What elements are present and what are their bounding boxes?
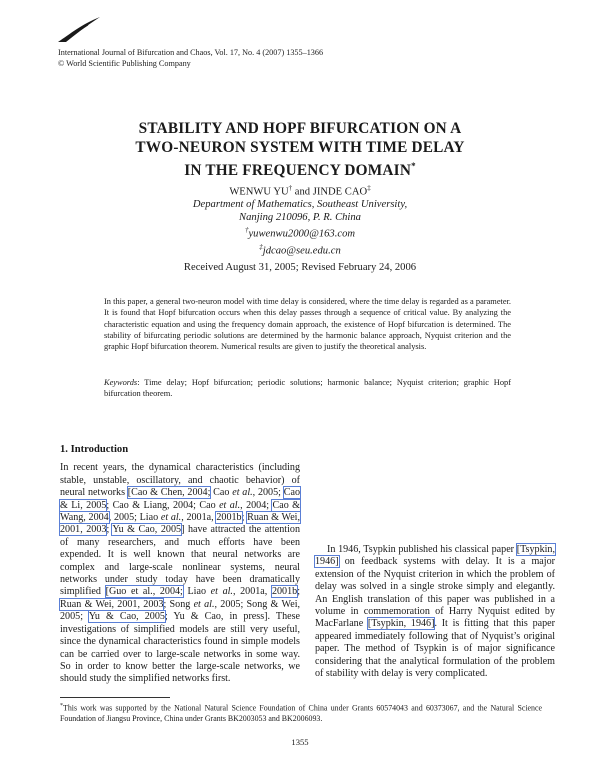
title-line-1: STABILITY AND HOPF BIFURCATION ON A: [138, 120, 462, 137]
author-1: WENWU YU: [229, 186, 289, 198]
author-2: JINDE CAO: [312, 186, 368, 198]
intro-paragraph-1: In recent years, the dynamical characteristics (including stable, unstable, oscillatory, and chaotic behavior) of neural networks [Cao & Chen, 2004; Cao et al., 2005; Cao & Li, 2005; Cao & Liang, 2004; Cao et al., 2004; Cao & Wang, 2004, 2005; Liao et al., 2001a, 2001b; Ruan & Wei, 2001, 2003; Yu & Cao, 2005] have attracted the attention of many researchers, and much efforts have been expended. It is well known that neural networks are complex and large-scale nonlinear systems, neural networks under study today have been dramatically simplified [Guo et al., 2004; Liao et al., 2001a, 2001b; Ruan & Wei, 2001, 2003; Song et al., 2005; Song & Wei, 2005; Yu & Cao, 2005; Yu & Cao, in press]. These investigations of simplified models are still very useful, since the dynamical characteristics found in simple models can be carried over to large-scale networks in some way. So in order to know better the large-scale networks, we should study the simplified networks first.: [60, 462, 301, 685]
journal-header: [58, 47, 323, 69]
footnote-rule: [60, 697, 170, 698]
affiliation-dept: Department of Mathematics, Southeast University,: [192, 199, 408, 211]
citation-link[interactable]: [Cao & Chen, 2004;: [127, 487, 211, 499]
citation-link[interactable]: Yu & Cao, 2005: [112, 524, 182, 536]
copyright-notice: © World Scientific Publishing Company: [58, 59, 191, 68]
citation-link[interactable]: Yu & Cao, 2005: [88, 611, 165, 623]
column-right: [315, 446, 555, 680]
section-heading: 1. Introduction: [60, 444, 129, 455]
citation-link[interactable]: [Tsypkin, 1946]: [315, 544, 555, 568]
footnote-text: This work was supported by the National Natural Science Foundation of China under Grants 60574043 and 60373067, and the Natural Science Foundation of Jiangsu Province, China under Grants BK2003053 and BK2006093.: [60, 703, 542, 723]
page-number: 1355: [291, 737, 309, 747]
citation-link[interactable]: 2001b: [216, 512, 242, 524]
title-footnote-mark: *: [411, 161, 416, 171]
keywords-text: : Time delay; Hopf bifurcation; periodic solutions; harmonic balance; Nyquist criterion; graphic Hopf bifurcation theorem.: [104, 378, 511, 399]
affiliation-city: Nanjing 210096, P. R. China: [239, 211, 361, 223]
publisher-logo-icon: [56, 14, 104, 44]
journal-citation: International Journal of Bifurcation and Chaos, Vol. 17, No. 4 (2007) 1355–1366: [58, 48, 324, 57]
intro-paragraph-2: In 1946, Tsypkin published his classical paper [Tsypkin, 1946] on feedback systems with delay. It is a major extension of the Nyquist criterion in which the problem of delay was solved in a single stroke simply and elegantly. An English translation of this paper was published in a volume in commemoration of Harry Nyquist edited by MacFarlane [Tsypkin, 1946]. It is fitting that this paper appeared immediately following that of Nyquist’s original paper. The method of Tsypkin is of major significance considering that the analytical formulation of the problem of stability with delay is very complicated.: [315, 544, 555, 680]
citation-link[interactable]: Ruan & Wei, 2001, 2003: [60, 598, 164, 610]
footnote: [60, 701, 542, 724]
citation-link[interactable]: Ruan & Wei, 2001, 2003: [60, 512, 301, 536]
title-line-3: IN THE FREQUENCY DOMAIN: [184, 162, 412, 180]
intro-paragraph-1-tail: ; Yu & Cao, in press]. These investigations of simplified models are still very useful, since the dynamical characteristics found in simple models can be carried over to large-scale networks in some way. So in order to know better the large-scale networks, we should study the simplified networks first.: [60, 611, 301, 685]
received-dates: Received August 31, 2005; Revised February 24, 2006: [183, 262, 417, 273]
column-left: [60, 444, 300, 686]
keywords: [104, 377, 511, 400]
paper-title: [60, 120, 540, 181]
citation-link[interactable]: Cao & Wang, 2004: [60, 499, 301, 524]
author-email-2: ‡jdcao@seu.edu.cn: [259, 243, 341, 257]
author-names: WENWU YU† and JINDE CAO‡: [229, 184, 371, 198]
abstract: In this paper, a general two-neuron model with time delay is considered, where the time delay is regarded as a parameter. It is found that Hopf bifurcation occurs when this delay passes through a sequence of critical value. By analyzing the characteristic equation and using the frequency domain approach, the existence of Hopf bifurcation is determined. The stability of bifurcating periodic solutions are determined by the harmonic balance approach, Nyquist criterion and the graphic Hopf bifurcation theorem. Numerical results are given to justify the theoretical analysis.: [104, 297, 511, 352]
title-line-2: TWO-NEURON SYSTEM WITH TIME DELAY: [135, 138, 465, 156]
citation-link[interactable]: 2001b: [271, 586, 298, 598]
author-email-1: †yuwenwu2000@163.com: [244, 226, 356, 240]
keywords-label: Keywords: [104, 378, 138, 387]
footnote-mark: *: [60, 703, 63, 709]
citation-link[interactable]: Cao & Li, 2005: [60, 487, 300, 511]
author-block: [60, 182, 540, 258]
citation-link[interactable]: [Guo et al., 2004;: [105, 586, 183, 598]
citation-link[interactable]: [Tsypkin, 1946]: [367, 618, 435, 630]
